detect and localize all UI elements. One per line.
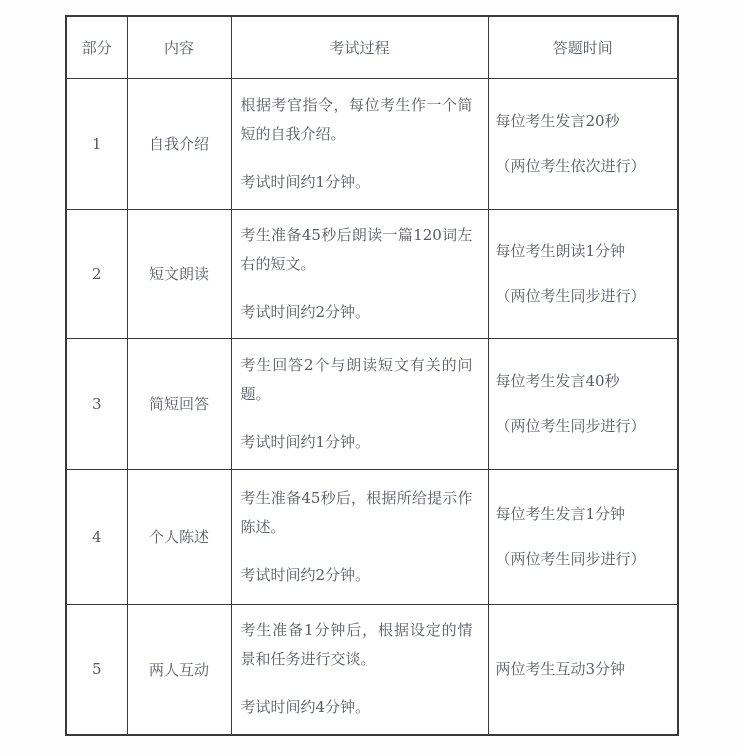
row3-time-cell [488, 338, 678, 469]
row5-content-label: 两人互动 [127, 604, 231, 735]
row2-process-cell [231, 209, 488, 338]
header-cell-process: 考试过程 [231, 16, 488, 78]
row4-content-label: 个人陈述 [127, 469, 231, 604]
row4-time-cell [488, 469, 678, 604]
row1-part-number: 1 [66, 78, 127, 209]
table-row [66, 78, 678, 209]
process-duration-text: 考试时间约1分钟。 [240, 172, 371, 191]
row3-part-number: 3 [66, 338, 127, 469]
time-text: 每位考生发言20秒 [495, 111, 620, 130]
header-cell-time: 答题时间 [488, 16, 678, 78]
process-duration-text: 考试时间约1分钟。 [240, 432, 371, 451]
table-row [66, 469, 678, 604]
row1-content-label: 自我介绍 [127, 78, 231, 209]
row5-time-cell [488, 604, 678, 735]
time-text: 每位考生发言1分钟 [495, 504, 626, 523]
row3-content-label: 简短回答 [127, 338, 231, 469]
process-text: 根据考官指令，每位考生作一个简短的自我介绍。 [240, 95, 473, 143]
time-note-text: （两位考生依次进行） [495, 156, 646, 175]
process-text: 考生准备45秒后，根据所给提示作陈述。 [240, 488, 473, 536]
table-row [66, 209, 678, 338]
process-duration-text: 考试时间约4分钟。 [240, 698, 371, 717]
process-text: 考生回答2个与朗读短文有关的问题。 [240, 355, 473, 403]
row2-part-number: 2 [66, 209, 127, 338]
header-cell-content: 内容 [127, 16, 231, 78]
process-duration-text: 考试时间约2分钟。 [240, 565, 371, 584]
row4-process-cell [231, 469, 488, 604]
process-text: 考生准备1分钟后，根据设定的情景和任务进行交谈。 [240, 621, 473, 669]
table-row [66, 338, 678, 469]
time-note-text: （两位考生同步进行） [495, 549, 646, 568]
time-note-text: （两位考生同步进行） [495, 416, 646, 435]
row4-part-number: 4 [66, 469, 127, 604]
row1-process-cell [231, 78, 488, 209]
row5-part-number: 5 [66, 604, 127, 735]
time-text: 每位考生朗读1分钟 [495, 241, 626, 260]
exam-structure-table [65, 15, 679, 736]
row2-content-label: 短文朗读 [127, 209, 231, 338]
header-cell-part: 部分 [66, 16, 127, 78]
row2-time-cell [488, 209, 678, 338]
exam-table-container [65, 15, 679, 736]
table-header-row [66, 16, 678, 78]
row3-process-cell [231, 338, 488, 469]
time-text: 两位考生互动3分钟 [495, 659, 626, 678]
process-duration-text: 考试时间约2分钟。 [240, 302, 371, 321]
time-note-text: （两位考生同步进行） [495, 286, 646, 305]
table-row [66, 604, 678, 735]
process-text: 考生准备45秒后朗读一篇120词左右的短文。 [240, 225, 473, 273]
row1-time-cell [488, 78, 678, 209]
time-text: 每位考生发言40秒 [495, 371, 620, 390]
row5-process-cell [231, 604, 488, 735]
